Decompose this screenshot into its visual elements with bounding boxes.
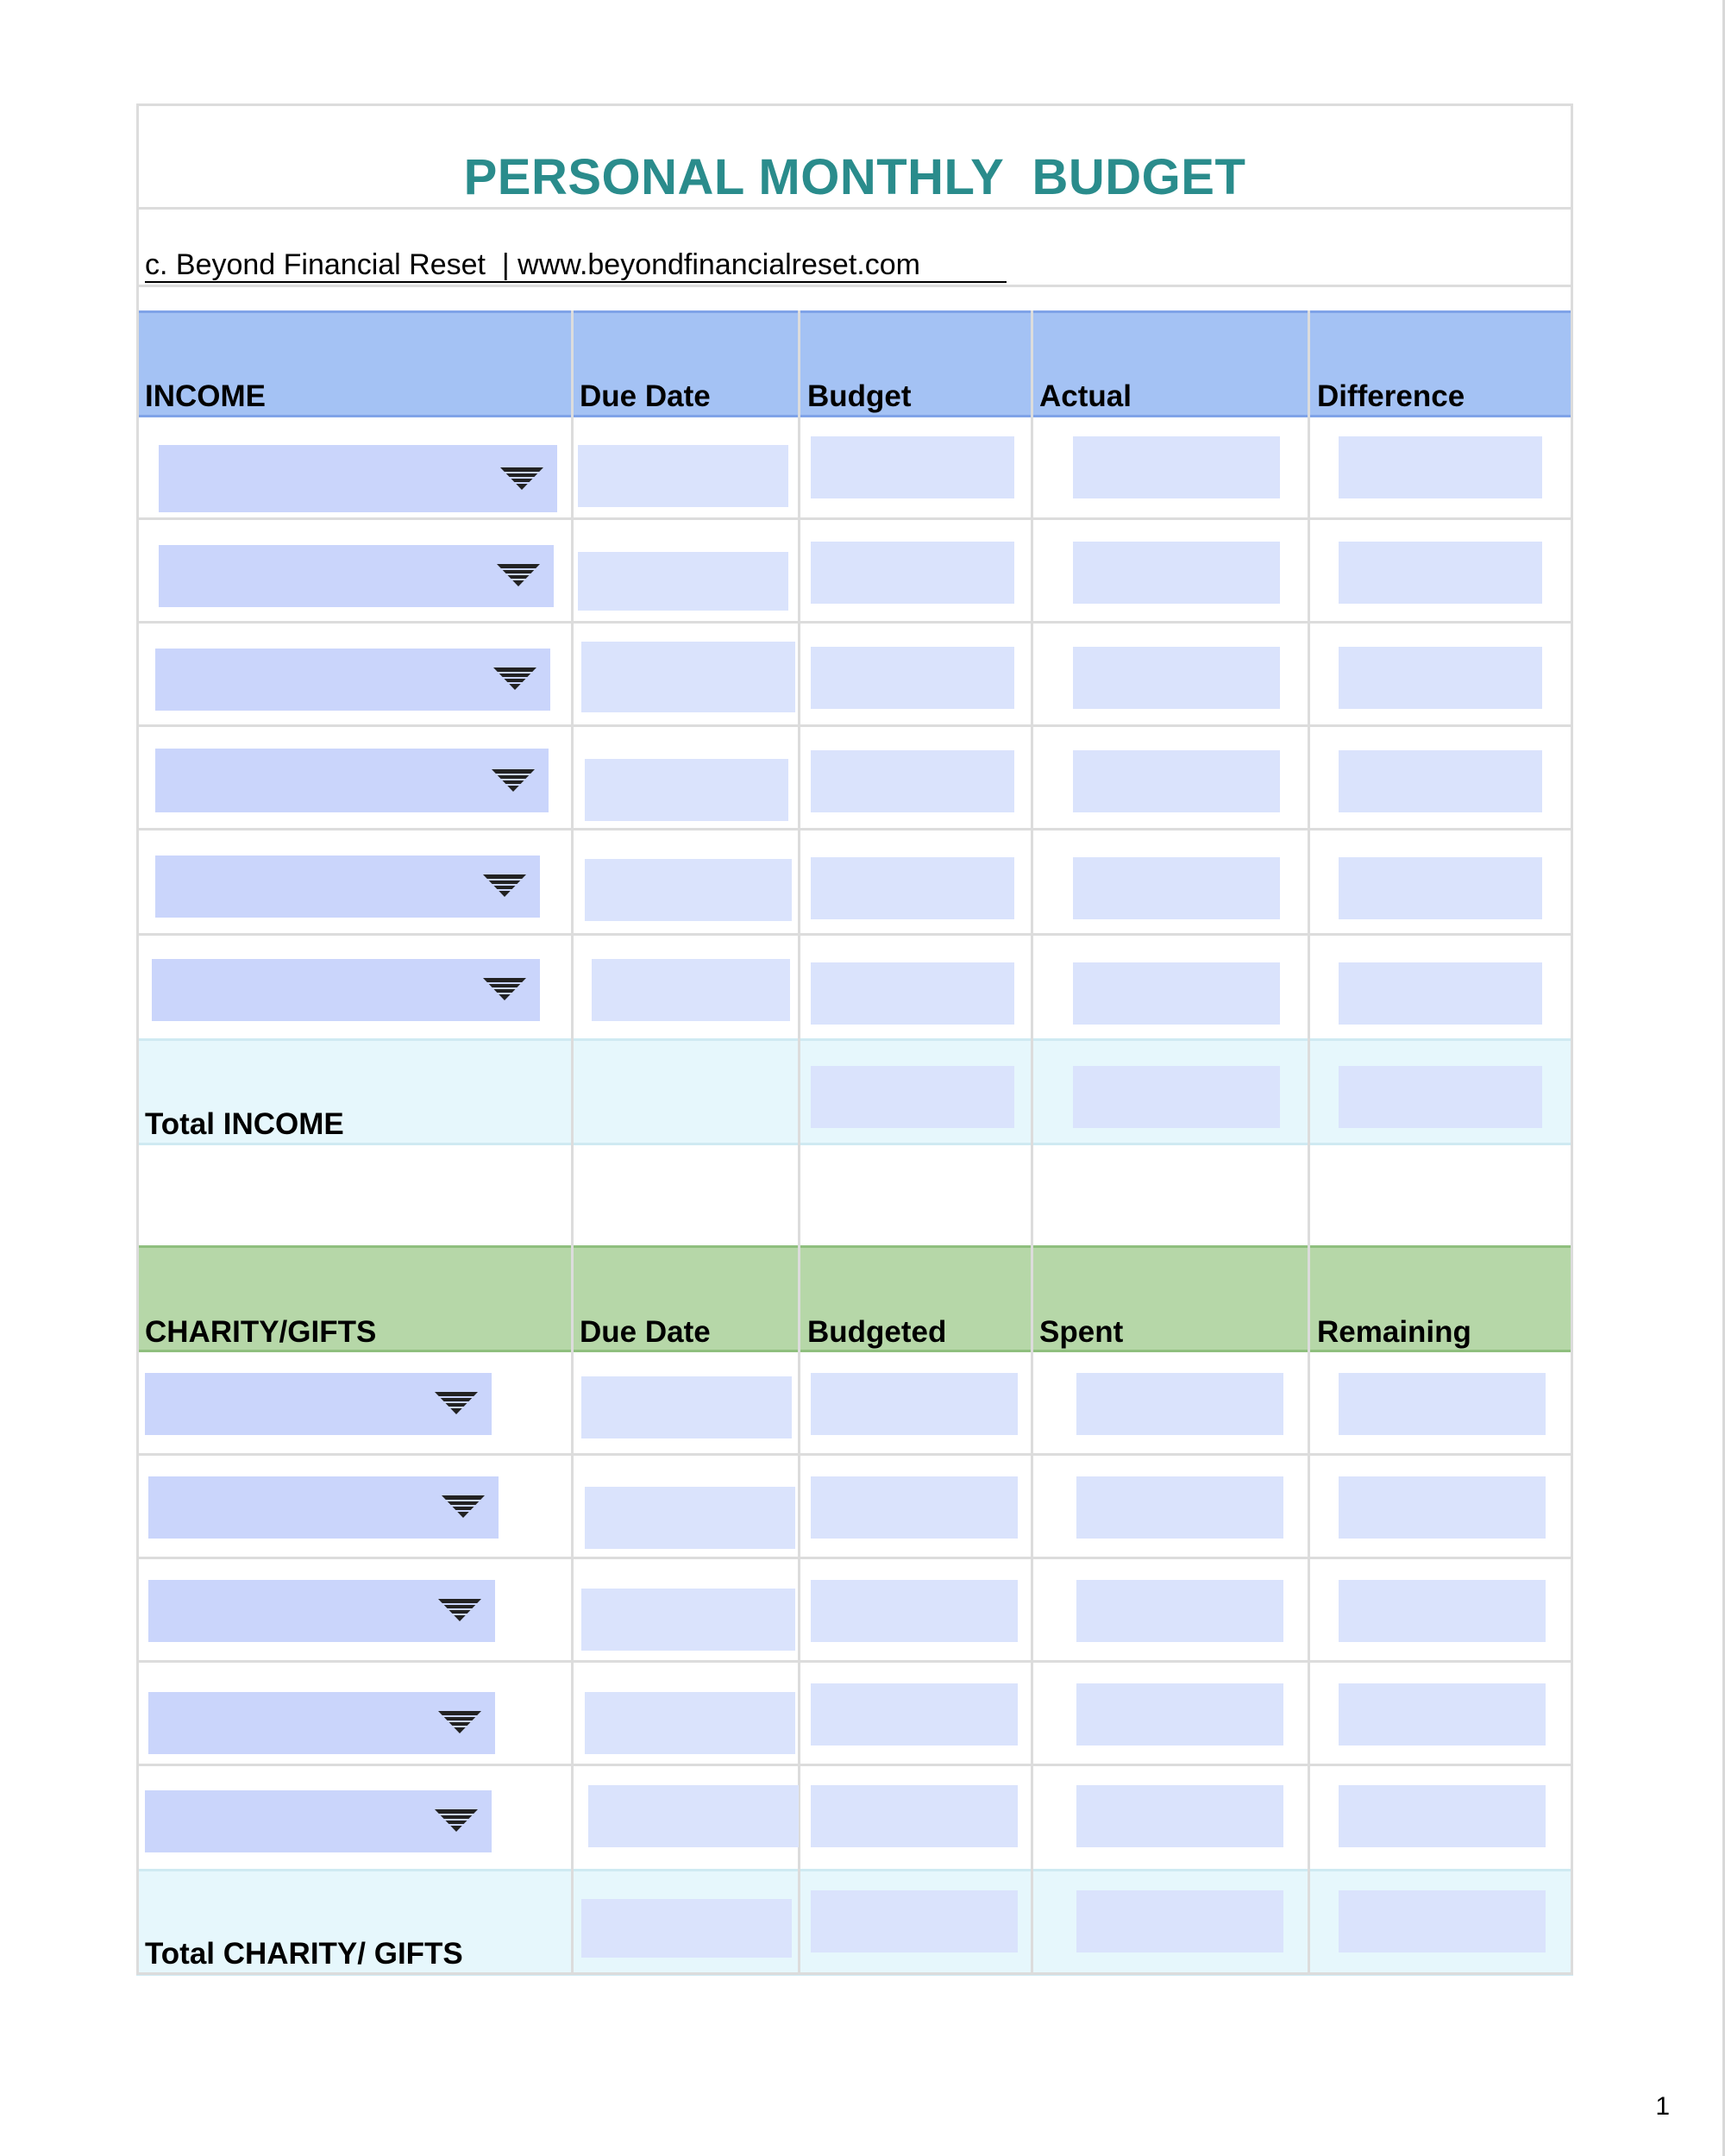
dropdown-arrow-icon xyxy=(436,1709,483,1735)
income-actual-input[interactable] xyxy=(1073,857,1280,919)
charity-remaining-input[interactable] xyxy=(1339,1785,1546,1847)
grid-line xyxy=(136,724,1573,727)
dropdown-arrow-icon xyxy=(433,1808,480,1833)
income-header-difference: Difference xyxy=(1317,379,1465,413)
income-header-actual: Actual xyxy=(1039,379,1132,413)
dropdown-arrow-icon xyxy=(492,666,538,692)
income-due-date-input[interactable] xyxy=(578,552,788,611)
dropdown-arrow-icon xyxy=(495,562,542,588)
income-category-dropdown[interactable] xyxy=(152,959,540,1021)
grid-line xyxy=(136,517,1573,520)
charity-spent-input[interactable] xyxy=(1076,1476,1283,1539)
grid-line xyxy=(1031,310,1033,1975)
income-category-dropdown[interactable] xyxy=(155,749,549,812)
income-budget-input[interactable] xyxy=(811,962,1014,1025)
total-charity-budgeted-input[interactable] xyxy=(811,1890,1018,1952)
grid-line xyxy=(798,310,800,1975)
charity-remaining-input[interactable] xyxy=(1339,1683,1546,1745)
grid-line xyxy=(136,103,139,1975)
income-budget-input[interactable] xyxy=(811,857,1014,919)
total-charity-due-date-input[interactable] xyxy=(581,1899,792,1958)
grid-line xyxy=(136,207,1573,210)
income-difference-input[interactable] xyxy=(1339,750,1542,812)
charity-category-dropdown[interactable] xyxy=(145,1373,492,1435)
income-difference-input[interactable] xyxy=(1339,436,1542,498)
total-charity-label: Total CHARITY/ GIFTS xyxy=(145,1937,463,1971)
charity-due-date-input[interactable] xyxy=(585,1692,795,1754)
income-difference-input[interactable] xyxy=(1339,542,1542,604)
income-header-budget: Budget xyxy=(807,379,912,413)
income-actual-input[interactable] xyxy=(1073,542,1280,604)
charity-due-date-input[interactable] xyxy=(585,1487,795,1549)
charity-header-remaining: Remaining xyxy=(1317,1315,1471,1349)
charity-budgeted-input[interactable] xyxy=(811,1580,1018,1642)
charity-category-dropdown[interactable] xyxy=(148,1580,495,1642)
page-number: 1 xyxy=(1655,2092,1670,2121)
charity-budgeted-input[interactable] xyxy=(811,1683,1018,1745)
dropdown-arrow-icon xyxy=(436,1597,483,1623)
charity-category-dropdown[interactable] xyxy=(148,1476,499,1539)
budget-sheet xyxy=(136,103,1573,1975)
income-header-due-date: Due Date xyxy=(580,379,711,413)
total-charity-remaining-input[interactable] xyxy=(1339,1890,1546,1952)
charity-spent-input[interactable] xyxy=(1076,1373,1283,1435)
charity-budgeted-input[interactable] xyxy=(811,1373,1018,1435)
dropdown-arrow-icon xyxy=(433,1390,480,1416)
income-budget-input[interactable] xyxy=(811,436,1014,498)
page-title: PERSONAL MONTHLY BUDGET xyxy=(463,149,1246,205)
grid-line xyxy=(136,933,1573,936)
income-due-date-input[interactable] xyxy=(592,959,790,1021)
grid-line xyxy=(136,285,1573,287)
income-difference-input[interactable] xyxy=(1339,962,1542,1025)
charity-header-due-date: Due Date xyxy=(580,1315,711,1349)
income-category-dropdown[interactable] xyxy=(159,545,554,607)
income-actual-input[interactable] xyxy=(1073,750,1280,812)
total-income-label: Total INCOME xyxy=(145,1107,344,1141)
charity-budgeted-input[interactable] xyxy=(811,1476,1018,1539)
income-due-date-input[interactable] xyxy=(578,445,788,507)
income-difference-input[interactable] xyxy=(1339,857,1542,919)
charity-category-dropdown[interactable] xyxy=(148,1692,495,1754)
total-charity-spent-input[interactable] xyxy=(1076,1890,1283,1952)
income-due-date-input[interactable] xyxy=(581,642,795,712)
dropdown-arrow-icon xyxy=(481,976,528,1002)
charity-due-date-input[interactable] xyxy=(581,1589,795,1651)
income-category-dropdown[interactable] xyxy=(155,649,550,711)
income-header-category: INCOME xyxy=(145,379,266,413)
charity-spent-input[interactable] xyxy=(1076,1580,1283,1642)
dropdown-arrow-icon xyxy=(481,873,528,899)
income-budget-input[interactable] xyxy=(811,750,1014,812)
total-income-budget-input[interactable] xyxy=(811,1066,1014,1128)
income-category-dropdown[interactable] xyxy=(155,856,540,918)
dropdown-arrow-icon xyxy=(499,466,545,492)
charity-remaining-input[interactable] xyxy=(1339,1476,1546,1539)
grid-line xyxy=(136,1972,1573,1975)
grid-line xyxy=(571,310,574,1975)
grid-line xyxy=(1308,310,1310,1975)
income-category-dropdown[interactable] xyxy=(159,445,557,512)
charity-due-date-input[interactable] xyxy=(581,1376,792,1438)
charity-category-dropdown[interactable] xyxy=(145,1790,492,1852)
grid-line xyxy=(136,1557,1573,1559)
credit-link[interactable]: c. Beyond Financial Reset | www.beyondfinancialreset.com xyxy=(145,248,1007,283)
income-due-date-input[interactable] xyxy=(585,759,788,821)
grid-line xyxy=(136,621,1573,624)
total-income-difference-input[interactable] xyxy=(1339,1066,1542,1128)
charity-budgeted-input[interactable] xyxy=(811,1785,1018,1847)
charity-due-date-input[interactable] xyxy=(588,1785,799,1847)
charity-remaining-input[interactable] xyxy=(1339,1373,1546,1435)
grid-line xyxy=(136,1764,1573,1766)
income-actual-input[interactable] xyxy=(1073,436,1280,498)
income-actual-input[interactable] xyxy=(1073,962,1280,1025)
income-budget-input[interactable] xyxy=(811,647,1014,709)
charity-spent-input[interactable] xyxy=(1076,1785,1283,1847)
income-difference-input[interactable] xyxy=(1339,647,1542,709)
grid-line xyxy=(136,1453,1573,1456)
charity-remaining-input[interactable] xyxy=(1339,1580,1546,1642)
charity-header-spent: Spent xyxy=(1039,1315,1124,1349)
grid-line xyxy=(136,828,1573,830)
charity-spent-input[interactable] xyxy=(1076,1683,1283,1745)
grid-line xyxy=(136,1660,1573,1663)
income-budget-input[interactable] xyxy=(811,542,1014,604)
grid-line xyxy=(136,103,1573,106)
dropdown-arrow-icon xyxy=(490,768,536,793)
total-income-actual-input[interactable] xyxy=(1073,1066,1280,1128)
charity-header-category: CHARITY/GIFTS xyxy=(145,1315,377,1349)
grid-line xyxy=(1571,103,1573,1975)
income-due-date-input[interactable] xyxy=(585,859,792,921)
income-actual-input[interactable] xyxy=(1073,647,1280,709)
charity-header-budgeted: Budgeted xyxy=(807,1315,947,1349)
dropdown-arrow-icon xyxy=(440,1494,486,1520)
